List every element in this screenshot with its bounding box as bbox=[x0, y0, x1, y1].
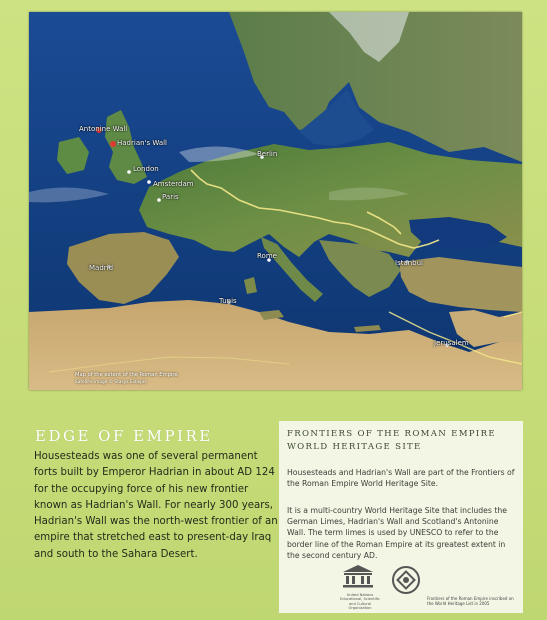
edge-of-empire-heading: EDGE OF EMPIRE bbox=[35, 427, 213, 445]
roman-empire-map bbox=[29, 12, 522, 390]
satellite-map-image bbox=[29, 12, 522, 390]
frontiers-inscription-caption: Frontiers of the Roman Empire inscribed on the World Heritage List in 2005 bbox=[427, 596, 514, 606]
label-paris: Paris bbox=[162, 193, 179, 201]
label-madrid: Madrid bbox=[89, 264, 114, 272]
label-amsterdam: Amsterdam bbox=[153, 180, 194, 188]
world-heritage-text-2: It is a multi-country World Heritage Site that includes the German Limes, Hadrian's Wall and Scotland's Antonine Wall. The term limes is used by UNESCO to refer to the border line of the Roman Empire at its greatest extent in the second century AD. bbox=[287, 506, 507, 560]
world-heritage-heading: FRONTIERS OF THE ROMAN EMPIRE WORLD HERITAGE SITE bbox=[287, 429, 496, 452]
label-rome: Rome bbox=[257, 252, 277, 260]
label-tunis: Tunis bbox=[219, 297, 237, 305]
label-london: London bbox=[133, 165, 159, 173]
world-heritage-panel bbox=[279, 421, 523, 613]
label-jerusalem: Jerusalem bbox=[434, 339, 469, 347]
label-hadrians-wall: Hadrian's Wall bbox=[117, 139, 167, 147]
map-caption: Map of the extent of the Roman Empire. bbox=[75, 372, 180, 378]
map-credit: Satellite image © Stasys Eidiejus bbox=[75, 380, 147, 385]
label-berlin: Berlin bbox=[257, 150, 278, 158]
unesco-caption: United Nations Educational, Scientific and Cultural Organization bbox=[340, 593, 380, 610]
unesco-logo-icon bbox=[341, 564, 375, 590]
edge-of-empire-text: Housesteads was one of several permanent forts built by Emperor Hadrian in about AD 124 for the occupying force of his new frontier known as Hadrian's Wall. For nearly 300 years, Hadrian's Wall was the north-west frontier of an empire that stretched east to present-day Iraq and south to the Sahara Desert. bbox=[34, 451, 278, 560]
world-heritage-text-1: Housesteads and Hadrian's Wall are part of the Frontiers of the Roman Empire World Heritage Site. bbox=[287, 468, 515, 489]
label-istanbul: Istanbul bbox=[395, 259, 424, 267]
world-heritage-emblem-icon bbox=[391, 565, 421, 595]
label-antonine-wall: Antonine Wall bbox=[79, 125, 128, 133]
